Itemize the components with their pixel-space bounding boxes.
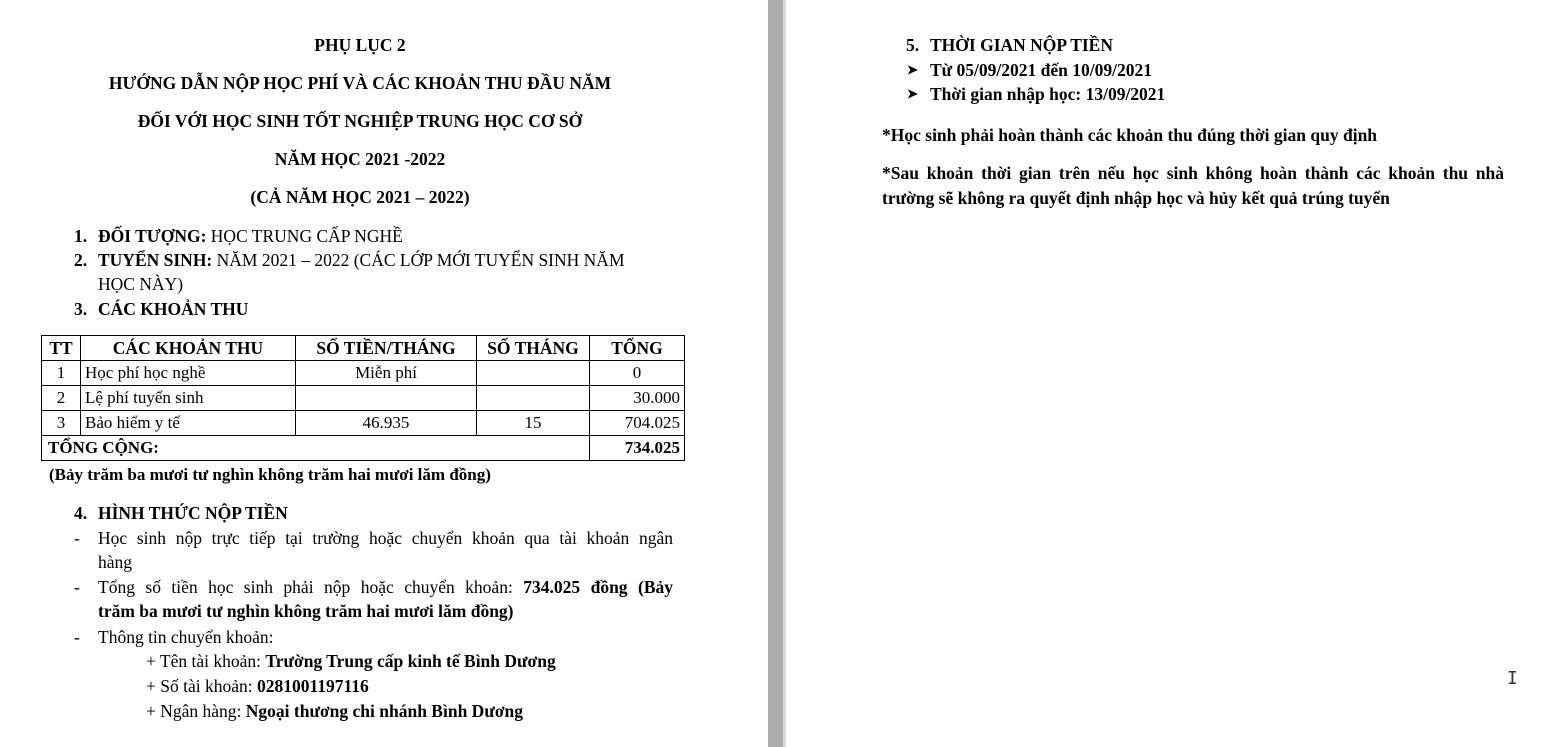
fees-table bbox=[41, 335, 685, 461]
table-cell: 2 bbox=[42, 386, 81, 411]
section-value: HỌC TRUNG CẤP NGHỀ bbox=[206, 226, 403, 246]
section-label: CÁC KHOẢN THU bbox=[98, 299, 249, 319]
bank-value: Ngoại thương chi nhánh Bình Dương bbox=[245, 701, 523, 721]
total-in-words: (Bảy trăm ba mươi tư nghìn không trăm hai mươi lăm đồng) bbox=[49, 465, 491, 484]
text-cursor-icon: I bbox=[1507, 668, 1518, 689]
note-deadline: *Học sinh phải hoàn thành các khoản thu đúng thời gian quy định bbox=[882, 125, 1378, 145]
table-cell bbox=[477, 361, 590, 386]
section-label: THỜI GIAN NỘP TIỀN bbox=[930, 35, 1113, 55]
list-dash: - bbox=[74, 627, 80, 647]
table-cell: 1 bbox=[42, 361, 81, 386]
payment-total-amount: 734.025 đồng (Bảy bbox=[523, 577, 674, 597]
title-target: ĐỐI VỚI HỌC SINH TỐT NGHIỆP TRUNG HỌC CƠ SỞ bbox=[137, 111, 583, 131]
title-full-year: (CẢ NĂM HỌC 2021 – 2022) bbox=[250, 187, 470, 207]
table-header: SỐ THÁNG bbox=[477, 336, 590, 361]
title-guide: HƯỚNG DẪN NỘP HỌC PHÍ VÀ CÁC KHOẢN THU ĐẦU NĂM bbox=[108, 73, 612, 93]
table-cell: Miễn phí bbox=[296, 361, 477, 386]
table-cell: 46.935 bbox=[296, 411, 477, 436]
enrollment-date: Thời gian nhập học: 13/09/2021 bbox=[930, 84, 1166, 104]
page-right bbox=[786, 0, 1568, 747]
section-value: NĂM 2021 – 2022 (CÁC LỚP MỚI TUYỂN SINH NĂM bbox=[212, 250, 625, 270]
list-dash: - bbox=[74, 577, 80, 597]
table-row bbox=[42, 386, 685, 411]
payment-item-direct-cont: hàng bbox=[98, 552, 133, 572]
arrow-bullet-icon: ➤ bbox=[907, 86, 918, 101]
section-label: TUYỂN SINH: bbox=[98, 250, 213, 270]
section-number: 5. bbox=[906, 35, 920, 55]
note-consequence-cont: trường sẽ không ra quyết định nhập học và hủy kết quả trúng tuyển bbox=[882, 188, 1390, 208]
table-header: CÁC KHOẢN THU bbox=[81, 336, 296, 361]
section-label: ĐỐI TƯỢNG: bbox=[98, 226, 207, 246]
table-cell: 30.000 bbox=[590, 386, 685, 411]
section-label: HÌNH THỨC NỘP TIỀN bbox=[98, 503, 288, 523]
account-name bbox=[146, 651, 556, 672]
table-row bbox=[42, 361, 685, 386]
title-year: NĂM HỌC 2021 -2022 bbox=[274, 149, 446, 169]
table-cell: 0 bbox=[590, 361, 685, 386]
table-cell bbox=[296, 386, 477, 411]
total-label: TỔNG CỘNG: bbox=[42, 436, 590, 461]
account-name-value: Trường Trung cấp kinh tế Bình Dương bbox=[265, 651, 556, 671]
payment-period: Từ 05/09/2021 đến 10/09/2021 bbox=[930, 60, 1152, 80]
account-number-label: + Số tài khoản: bbox=[146, 676, 257, 696]
account-number-value: 0281001197116 bbox=[256, 676, 369, 696]
table-cell: Học phí học nghề bbox=[81, 361, 296, 386]
note-consequence: *Sau khoản thời gian trên nếu học sinh không hoàn thành các khoản thu nhà bbox=[882, 163, 1504, 183]
total-value: 734.025 bbox=[590, 436, 685, 461]
table-total-row bbox=[42, 436, 685, 461]
section-number: 1. bbox=[74, 226, 88, 246]
payment-item-direct: Học sinh nộp trực tiếp tại trường hoặc chuyển khoản qua tài khoản ngân bbox=[98, 528, 673, 548]
arrow-bullet-icon: ➤ bbox=[907, 62, 918, 77]
table-header-row bbox=[42, 336, 685, 361]
table-header: TỔNG bbox=[590, 336, 685, 361]
table-cell: Bảo hiểm y tế bbox=[81, 411, 296, 436]
table-cell bbox=[477, 386, 590, 411]
section-value-cont: HỌC NÀY) bbox=[98, 274, 184, 294]
table-header: SỐ TIỀN/THÁNG bbox=[296, 336, 477, 361]
table-header: TT bbox=[42, 336, 81, 361]
section-number: 3. bbox=[74, 299, 88, 319]
bank-name bbox=[146, 701, 523, 722]
section-number: 2. bbox=[74, 250, 88, 270]
table-cell: 15 bbox=[477, 411, 590, 436]
title-appendix: PHỤ LỤC 2 bbox=[314, 35, 406, 55]
payment-total-words: trăm ba mươi tư nghìn không trăm hai mươi lăm đồng) bbox=[98, 601, 514, 621]
bank-label: + Ngân hàng: bbox=[146, 701, 246, 721]
transfer-info-label: Thông tin chuyển khoản: bbox=[98, 627, 274, 647]
account-name-label: + Tên tài khoản: bbox=[146, 651, 266, 671]
section-number: 4. bbox=[74, 503, 88, 523]
table-row bbox=[42, 411, 685, 436]
table-cell: 704.025 bbox=[590, 411, 685, 436]
table-cell: Lệ phí tuyển sinh bbox=[81, 386, 296, 411]
payment-item-total bbox=[98, 577, 673, 598]
page-gutter bbox=[768, 0, 786, 747]
account-number bbox=[146, 676, 369, 697]
list-dash: - bbox=[74, 528, 80, 548]
payment-total-prefix: Tổng số tiền học sinh phải nộp hoặc chuyển khoản: bbox=[98, 577, 524, 597]
table-cell: 3 bbox=[42, 411, 81, 436]
